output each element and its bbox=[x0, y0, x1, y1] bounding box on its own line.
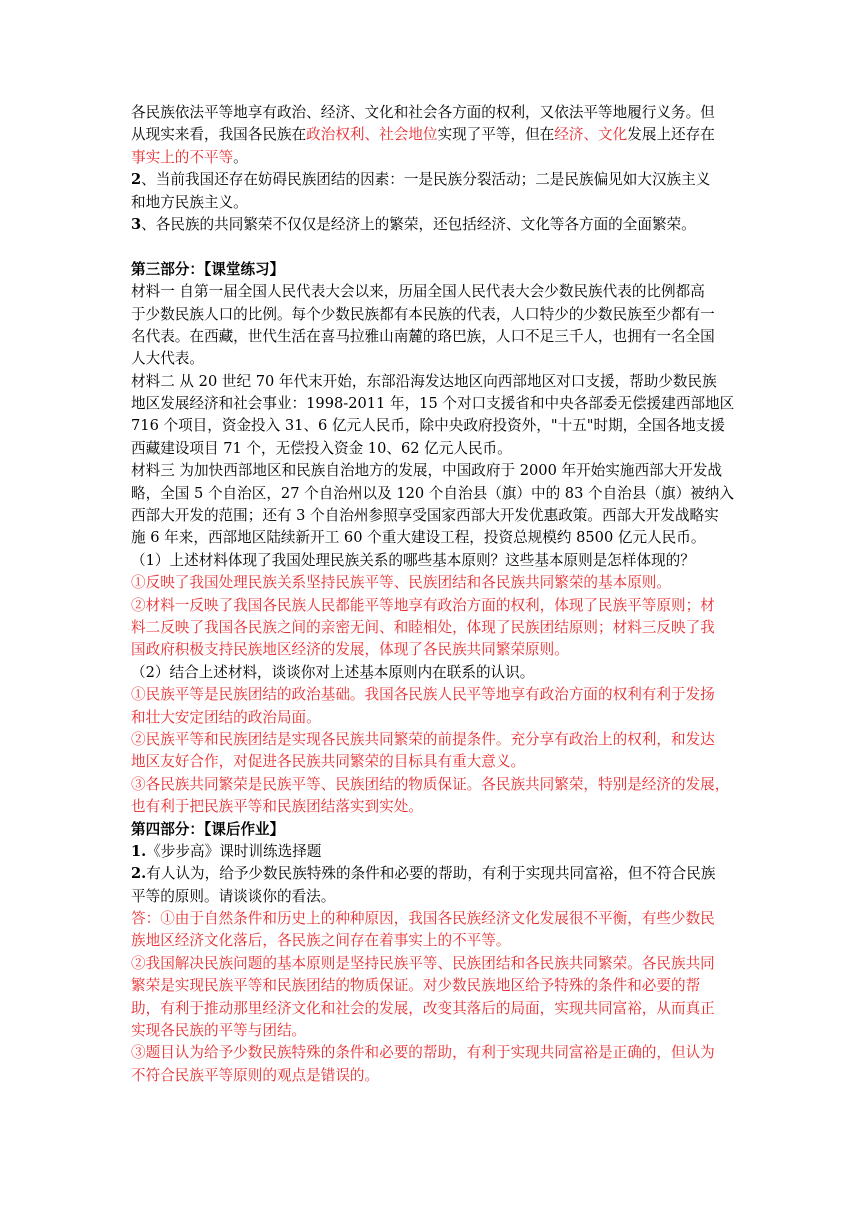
intro-line-3 bbox=[131, 147, 737, 169]
intro-line-1 bbox=[131, 102, 737, 124]
material-1-line: 材料一 自第一届全国人民代表大会以来，历届全国人民代表大会少数民族代表的比例都高 bbox=[131, 283, 705, 301]
answer-2-line: 和壮大安定团结的政治局面。 bbox=[131, 708, 321, 726]
material-2-line: 地区发展经济和社会事业：1998-2011 年，15 个对口支援省和中央各部委无偿援建西部地区 bbox=[131, 395, 735, 413]
homework-1 bbox=[131, 841, 737, 863]
point-text: 和地方民族主义。 bbox=[131, 193, 248, 211]
homework-text: 有人认为，给予少数民族特殊的条件和必要的帮助，有利于实现共同富裕，但不符合民族 bbox=[146, 865, 716, 883]
homework-number: 2. bbox=[131, 865, 147, 883]
heading-text: 【课后作业】 bbox=[203, 820, 285, 838]
point-3-line-1 bbox=[131, 214, 737, 236]
point-number: 3 bbox=[131, 215, 142, 233]
highlight-de-facto-inequality: 事实上的不平等 bbox=[131, 148, 234, 166]
part4-heading bbox=[131, 819, 737, 841]
intro-text: 发展上还存在 bbox=[627, 126, 715, 144]
intro-line-2 bbox=[131, 124, 737, 146]
homework-answer-line: 答：①由于自然条件和历史上的种种原因，我国各民族经济文化发展很不平衡，有些少数民 bbox=[131, 910, 715, 928]
question-2: （2）结合上述材料，谈谈你对上述基本原则内在联系的认识。 bbox=[131, 663, 535, 681]
question-1: （1）上述材料体现了我国处理民族关系的哪些基本原则？这些基本原则是怎样体现的？ bbox=[131, 551, 695, 569]
homework-2-line-2: 平等的原则。请谈谈你的看法。 bbox=[131, 887, 336, 905]
part3-heading bbox=[131, 259, 737, 281]
spacer bbox=[131, 236, 737, 258]
homework-answer-line: ③题目认为给予少数民族特殊的条件和必要的帮助，有利于实现共同富裕是正确的，但认为 bbox=[131, 1044, 715, 1062]
answer-1-line: ②材料一反映了我国各民族人民都能平等地享有政治方面的权利，体现了民族平等原则；材 bbox=[131, 596, 715, 614]
heading-text: 【课堂练习】 bbox=[203, 260, 285, 278]
intro-text: 。 bbox=[233, 148, 248, 166]
homework-text: 《步步高》课时训练选择题 bbox=[146, 842, 322, 860]
answer-2-line: ③各民族共同繁荣是民族平等、民族团结的物质保证。各民族共同繁荣，特别是经济的发展， bbox=[131, 775, 730, 793]
material-3-line: 施 6 年来，西部地区陆续新开工 60 个重大建设工程，投资总规模约 8500 亿元人民币。 bbox=[131, 529, 706, 547]
intro-text: 从现实来看，我国各民族在 bbox=[131, 126, 307, 144]
point-number: 2 bbox=[131, 171, 142, 189]
homework-answer-line: 实现各民族的平等与团结。 bbox=[131, 1022, 307, 1040]
answer-2-line: 地区友好合作，对促进各民族共同繁荣的目标具有重大意义。 bbox=[131, 753, 526, 771]
material-2-line: 716 个项目，资金投入 31、6 亿元人民币，除中央政府投资外，"十五"时期，全国各地支援 bbox=[131, 417, 725, 435]
answer-2-line: 也有利于把民族平等和民族团结落实到实处。 bbox=[131, 798, 423, 816]
answer-1-line: ①反映了我国处理民族关系坚持民族平等、民族团结和各民族共同繁荣的基本原则。 bbox=[131, 574, 671, 592]
intro-text: 实现了平等，但在 bbox=[437, 126, 555, 144]
answer-2-line: ②民族平等和民族团结是实现各民族共同繁荣的前提条件。充分享有政治上的权利，和发达 bbox=[131, 730, 715, 748]
material-1-line: 名代表。在西藏，世代生活在喜马拉雅山南麓的珞巴族，人口不足三千人，也拥有一名全国 bbox=[131, 327, 715, 345]
heading-text: 第三部分： bbox=[131, 260, 204, 278]
homework-answer-line: 助，有利于推动那里经济文化和社会的发展，改变其落后的局面，实现共同富裕，从而真正 bbox=[131, 999, 715, 1017]
highlight-economy-culture: 经济、文化 bbox=[554, 126, 628, 144]
homework-2-line-1 bbox=[131, 863, 737, 885]
highlight-political-rights: 政治权利、社会地位 bbox=[306, 126, 438, 144]
material-2-line: 西藏建设项目 71 个，无偿投入资金 10、62 亿元人民币。 bbox=[131, 439, 512, 457]
homework-answer-line: 不符合民族平等原则的观点是错误的。 bbox=[131, 1066, 380, 1084]
point-text: 、各民族的共同繁荣不仅仅是经济上的繁荣，还包括经济、文化等各方面的全面繁荣。 bbox=[141, 215, 696, 233]
heading-text: 第四部分： bbox=[131, 820, 204, 838]
point-2-line-2 bbox=[131, 192, 737, 214]
answer-2-line: ①民族平等是民族团结的政治基础。我国各民族人民平等地享有政治方面的权利有利于发扬 bbox=[131, 686, 715, 704]
homework-answer-line: 族地区经济文化落后，各民族之间存在着事实上的不平等。 bbox=[131, 932, 511, 950]
document-page bbox=[131, 102, 737, 1087]
homework-number: 1. bbox=[131, 842, 147, 860]
material-1-line: 于少数民族人口的比例。每个少数民族都有本民族的代表，人口特少的少数民族至少都有一 bbox=[131, 305, 715, 323]
intro-text: 各民族依法平等地享有政治、经济、文化和社会各方面的权利，又依法平等地履行义务。但 bbox=[131, 104, 715, 121]
material-2-line: 材料二 从 20 世纪 70 年代末开始，东部沿海发达地区向西部地区对口支援，帮助少数民族 bbox=[131, 372, 717, 390]
homework-answer-line: ②我国解决民族问题的基本原则是坚持民族平等、民族团结和各民族共同繁荣。各民族共同 bbox=[131, 954, 715, 972]
point-2-line-1 bbox=[131, 169, 737, 191]
homework-answer-line: 繁荣是实现民族平等和民族团结的物质保证。对少数民族地区给予特殊的条件和必要的帮 bbox=[131, 977, 701, 995]
answer-1-line: 国政府积极支持民族地区经济的发展，体现了各民族共同繁荣原则。 bbox=[131, 641, 569, 659]
answer-1-line: 料二反映了我国各民族之间的亲密无间、和睦相处，体现了民族团结原则；材料三反映了我 bbox=[131, 618, 715, 636]
material-3-line: 略，全国 5 个自治区，27 个自治州以及 120 个自治县（旗）中的 83 个自治县（旗）被纳入 bbox=[131, 484, 734, 502]
material-1-line: 人大代表。 bbox=[131, 350, 204, 368]
point-text: 、当前我国还存在妨碍民族团结的因素：一是民族分裂活动；二是民族偏见如大汉族主义 bbox=[141, 171, 711, 189]
material-3-line: 材料三 为加快西部地区和民族自治地方的发展，中国政府于 2000 年开始实施西部大开发战 bbox=[131, 462, 723, 480]
material-3-line: 西部大开发的范围；还有 3 个自治州参照享受国家西部大开发优惠政策。西部大开发战略实 bbox=[131, 507, 719, 525]
